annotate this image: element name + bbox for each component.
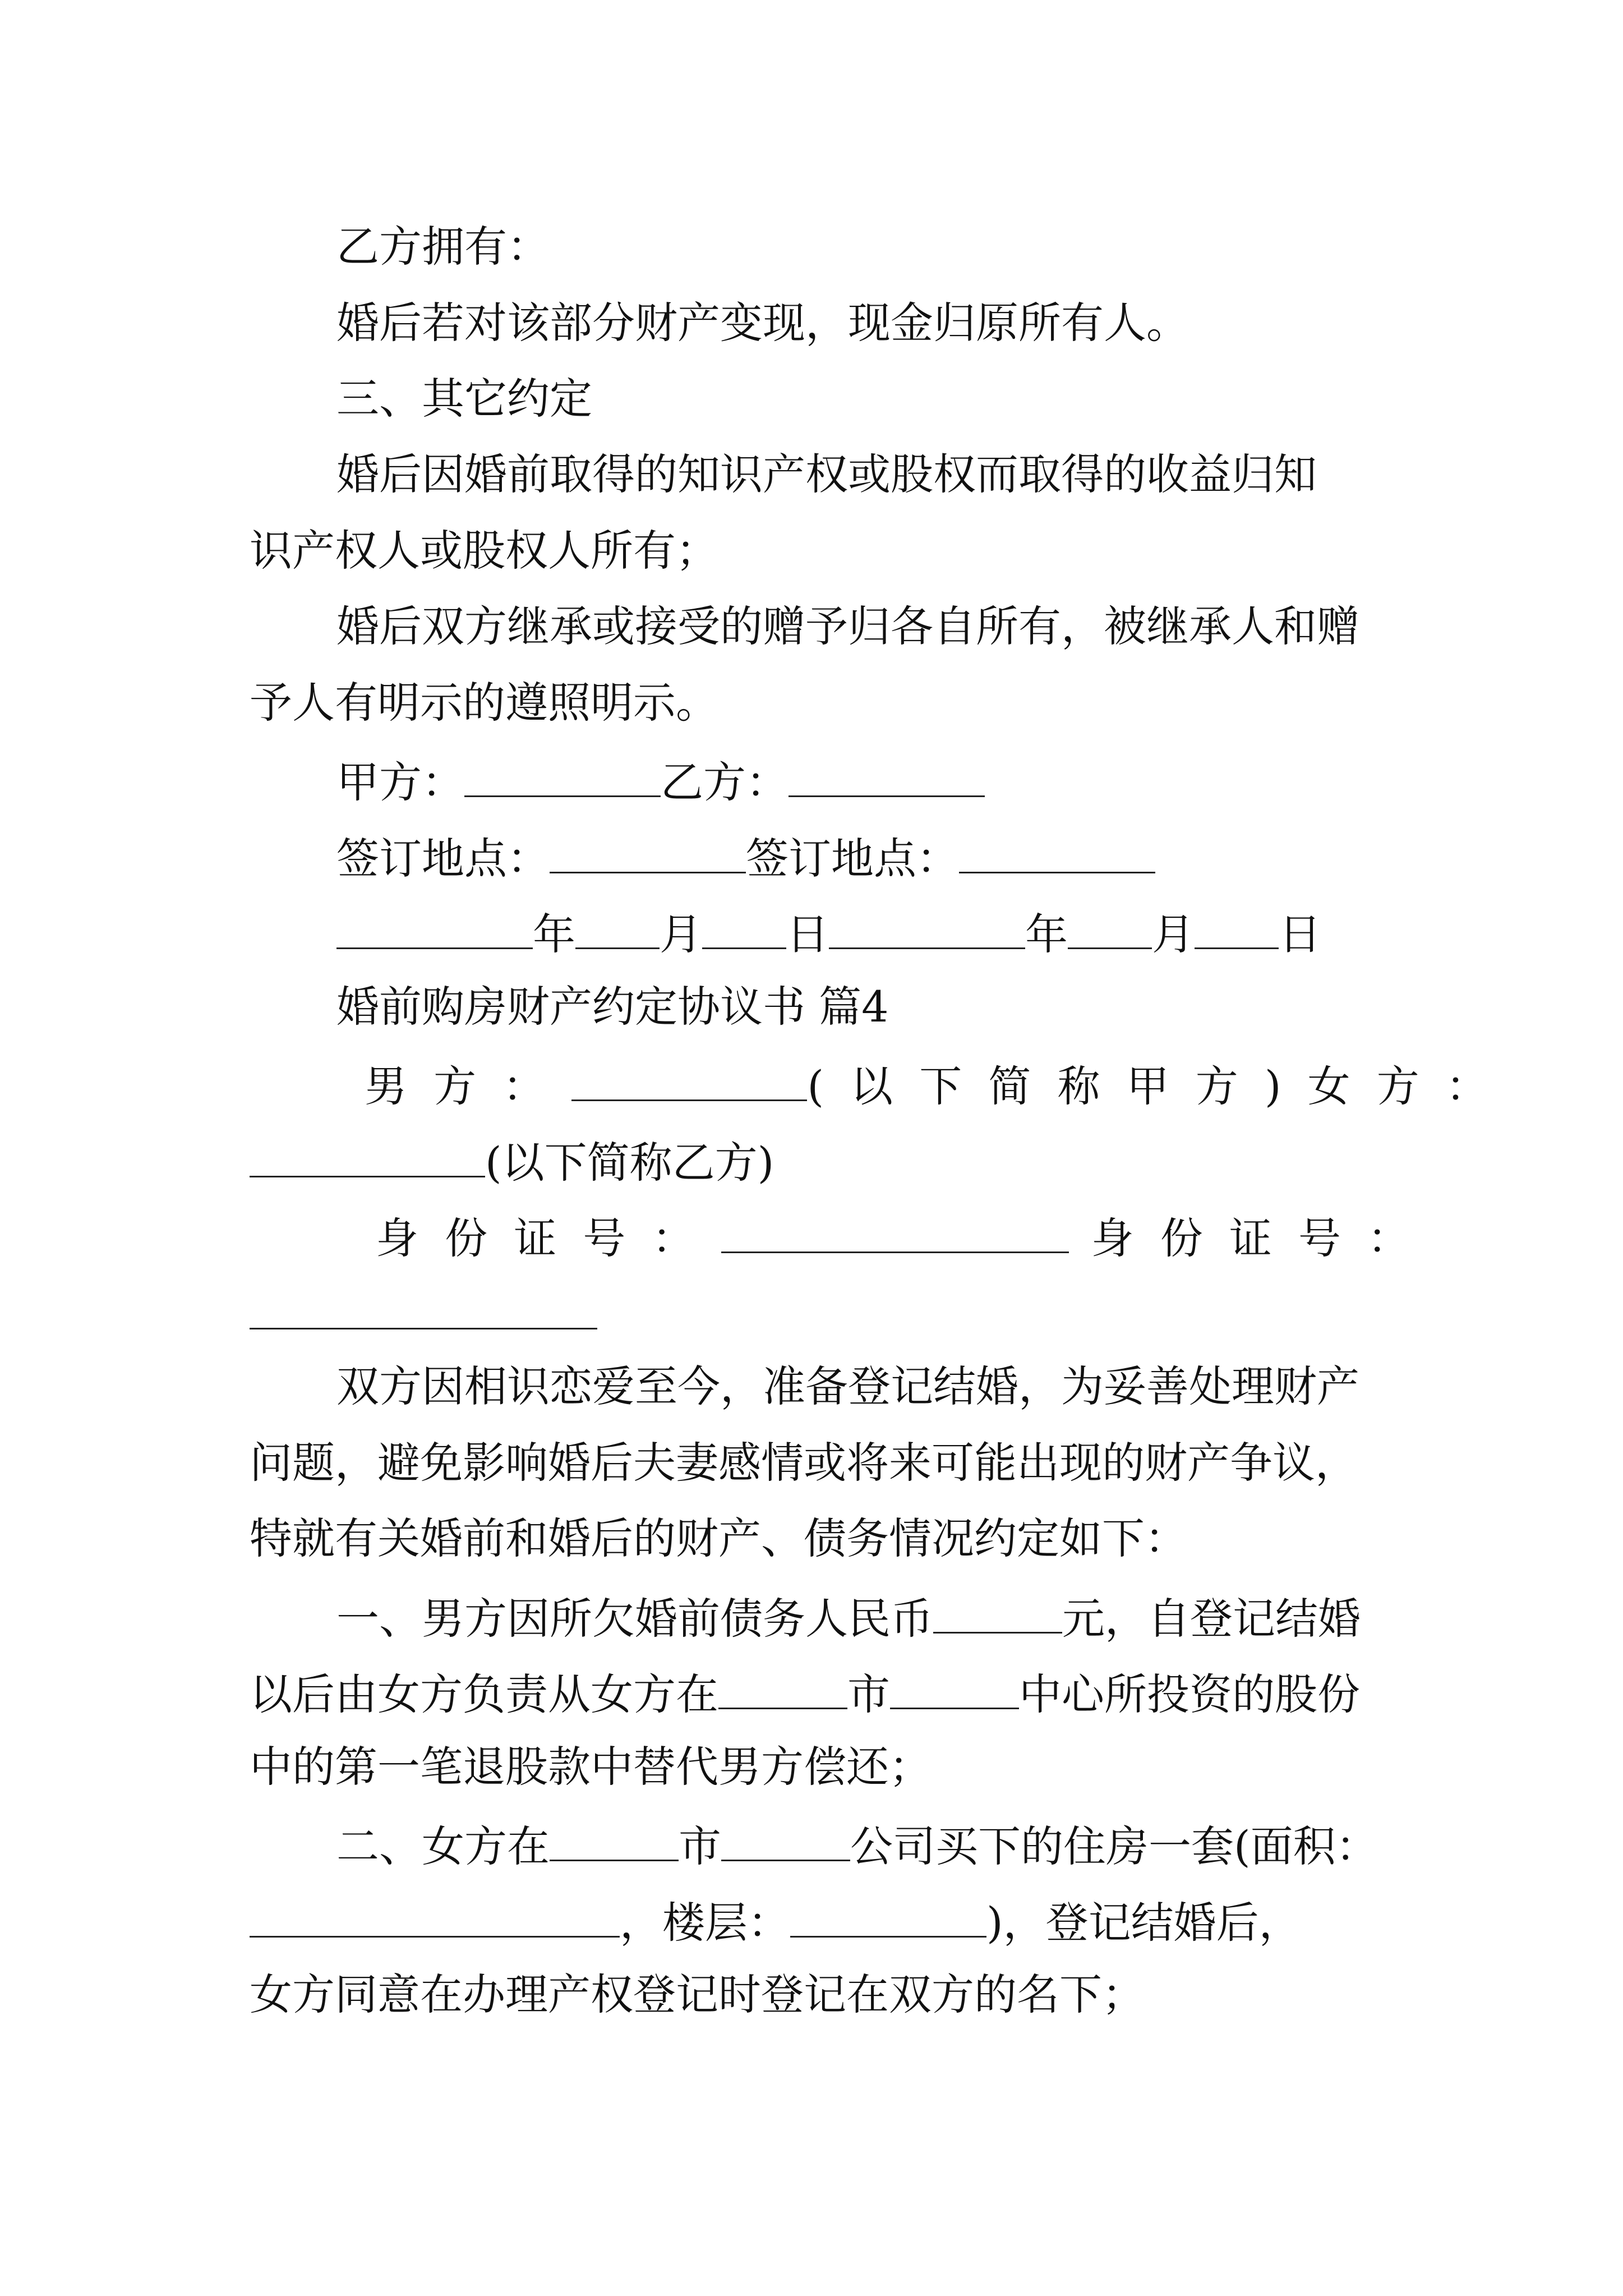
area-blank (250, 1898, 620, 1938)
male-label: 男方： (365, 1061, 572, 1111)
year-b-blank (829, 909, 1025, 949)
day-b-blank (1195, 909, 1279, 949)
clause2-text-b: 市 (679, 1821, 721, 1871)
parties-female-line (250, 1138, 774, 1186)
signature-parties-line (336, 757, 985, 806)
month-a-blank (575, 909, 660, 949)
day-a-blank (702, 909, 786, 949)
intro-line2: 问题，避免影响婚后夫妻感情或将来可能出现的财产争议， (250, 1438, 1358, 1488)
party-b-label: 乙方： (661, 757, 789, 807)
id-a-label: 身份证号： (376, 1213, 721, 1263)
clause1-line1 (336, 1594, 1361, 1642)
clause1-text-e: 中心所投资的股份 (1019, 1669, 1360, 1719)
signing-place-b-blank (959, 834, 1155, 873)
id-b-label: 身份证号： (1091, 1213, 1437, 1263)
signing-date-line (336, 909, 1321, 958)
signing-place-a-blank (550, 834, 746, 873)
floor-blank (790, 1898, 986, 1938)
clause2-line3: 女方同意在办理产权登记时登记在双方的名下； (250, 1970, 1145, 2019)
party-a-blank (464, 757, 661, 797)
city-blank (718, 1669, 847, 1709)
id-number-line (376, 1213, 1436, 1262)
male-name-blank (571, 1061, 807, 1101)
day-a-label: 日 (786, 909, 829, 959)
clause1-text-c: 以后由女方负责从女方在 (250, 1669, 718, 1719)
paragraph-ip-income-line2: 识产权人或股权人所有； (250, 526, 718, 576)
intro-line1: 双方因相识恋爱至今，准备登记结婚，为妥善处理财产 (336, 1361, 1359, 1411)
clause1-text-a: 一、男方因所欠婚前债务人民币 (336, 1594, 933, 1644)
clause1-text-b: 元，自登记结婚 (1062, 1594, 1361, 1644)
paragraph-party-b-owns: 乙方拥有： (336, 222, 550, 272)
paragraph-ip-income-line1: 婚后因婚前取得的知识产权或股权而取得的收益归知 (336, 449, 1317, 499)
id-b-blank-line (250, 1290, 597, 1338)
clause2-line2 (250, 1898, 1302, 1946)
paragraph-gift-line1: 婚后双方继承或接受的赠予归各自所有，被继承人和赠 (336, 601, 1359, 651)
id-a-blank (721, 1213, 1069, 1253)
month-a-label: 月 (660, 909, 702, 959)
clause2-text-e: )，登记结婚后， (986, 1898, 1302, 1948)
house-city-blank (550, 1821, 679, 1861)
year-a-label: 年 (533, 909, 575, 959)
id-b-blank (250, 1290, 597, 1329)
month-b-label: 月 (1152, 909, 1195, 959)
clause2-text-d: ，楼层： (620, 1898, 790, 1948)
female-suffix: (以下简称乙方) (485, 1138, 774, 1188)
female-name-blank (250, 1138, 485, 1177)
year-b-label: 年 (1025, 909, 1068, 959)
intro-line3: 特就有关婚前和婚后的财产、债务情况约定如下： (250, 1513, 1187, 1563)
male-suffix: (以下简称甲方)女方： (807, 1061, 1515, 1111)
parties-male-line (365, 1061, 1515, 1110)
debt-amount-blank (933, 1594, 1062, 1634)
signing-place-line (336, 834, 1155, 882)
party-a-label: 甲方： (336, 757, 464, 807)
clause1-line2 (250, 1669, 1360, 1718)
signing-place-b-label: 签订地点： (746, 834, 959, 884)
party-b-blank (789, 757, 985, 797)
year-a-blank (336, 909, 533, 949)
section-title: 婚前购房财产约定协议书 篇4 (336, 982, 889, 1032)
paragraph-cash-conversion: 婚后若对该部分财产变现，现金归原所有人。 (336, 298, 1189, 348)
center-blank (890, 1669, 1019, 1709)
company-blank (721, 1821, 850, 1861)
month-b-blank (1068, 909, 1152, 949)
clause2-line1 (336, 1821, 1378, 1870)
clause2-text-a: 二、女方在 (336, 1821, 550, 1871)
clause1-line3: 中的第一笔退股款中替代男方偿还； (250, 1742, 932, 1792)
clause2-text-c: 公司买下的住房一套(面积： (850, 1821, 1378, 1871)
clause1-text-d: 市 (847, 1669, 890, 1719)
signing-place-a-label: 签订地点： (336, 834, 550, 884)
section-heading-other-terms: 三、其它约定 (336, 374, 592, 424)
day-b-label: 日 (1279, 909, 1321, 959)
paragraph-gift-line2: 予人有明示的遵照明示。 (250, 678, 718, 728)
